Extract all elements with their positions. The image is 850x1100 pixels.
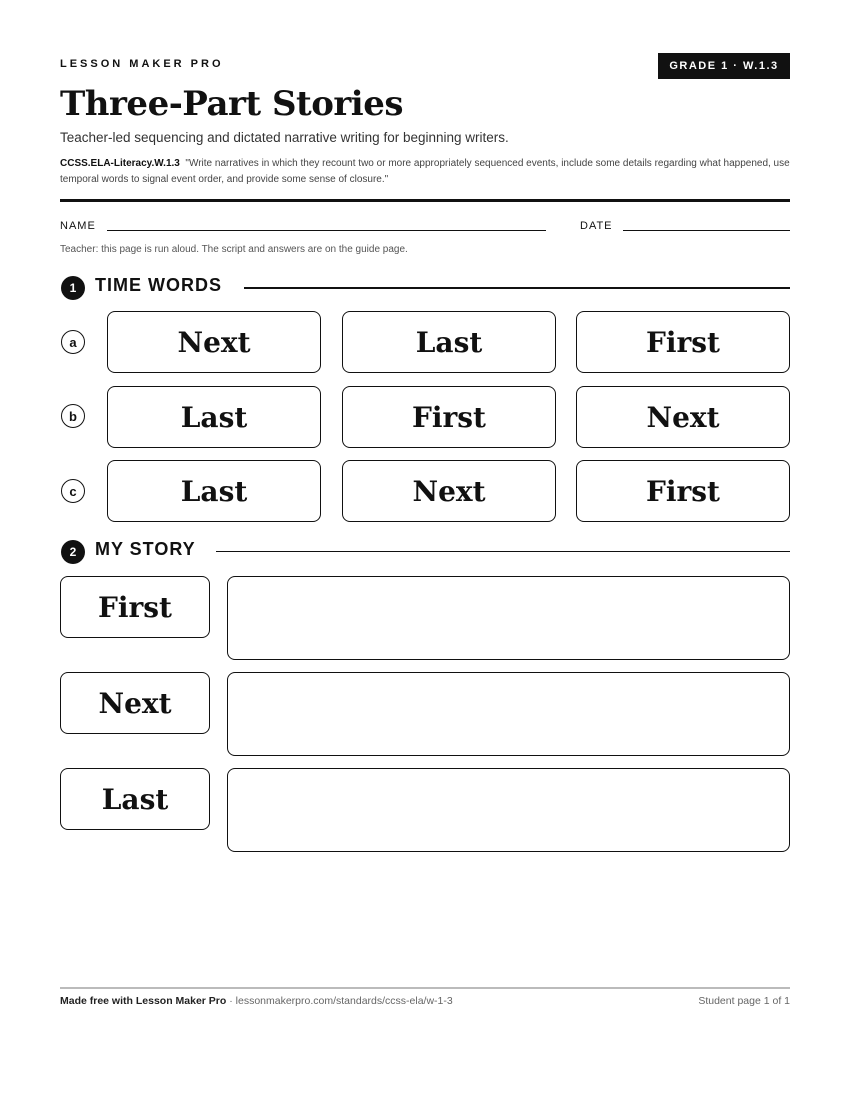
footer-url[interactable]: · lessonmakerpro.com/standards/ccss-ela/w-1-3 [226, 995, 453, 1007]
section-2-title: MY STORY [95, 539, 206, 560]
time-word-card[interactable]: Next [576, 386, 790, 448]
page-title: Three-Part Stories [60, 84, 403, 124]
time-word-card[interactable]: First [342, 386, 556, 448]
teacher-note: Teacher: this page is run aloud. The script and answers are on the guide page. [60, 244, 408, 255]
time-word-card[interactable]: First [576, 460, 790, 522]
header-divider [60, 199, 790, 202]
row-c-letter: c [61, 479, 85, 503]
row-b-letter: b [61, 404, 85, 428]
footer-made-with: Made free with Lesson Maker Pro [60, 995, 227, 1007]
section-1-rule [244, 287, 790, 289]
grade-badge: GRADE 1 · W.1.3 [658, 53, 790, 79]
story-label-first: First [60, 576, 210, 638]
section-2-number: 2 [61, 540, 85, 564]
name-label: NAME [60, 220, 96, 232]
time-word-card[interactable]: Next [342, 460, 556, 522]
time-word-card[interactable]: Last [342, 311, 556, 373]
time-word-card[interactable]: First [576, 311, 790, 373]
section-1-number: 1 [61, 276, 85, 300]
standard-description [60, 156, 795, 188]
story-writing-box-last[interactable] [227, 768, 790, 852]
standard-code: CCSS.ELA-Literacy.W.1.3 [60, 158, 180, 169]
time-word-card[interactable]: Last [107, 386, 321, 448]
name-field[interactable] [107, 230, 546, 231]
footer-credit [60, 995, 453, 1007]
brand-name: LESSON MAKER PRO [60, 58, 224, 70]
time-word-card[interactable]: Next [107, 311, 321, 373]
story-writing-box-next[interactable] [227, 672, 790, 756]
standard-text: "Write narratives in which they recount two or more appropriately sequenced events, include some details regarding what happened, use temporal words to signal event order, and provide some sense of closure." [60, 158, 790, 185]
time-word-card[interactable]: Last [107, 460, 321, 522]
date-field[interactable] [623, 230, 790, 231]
story-writing-box-first[interactable] [227, 576, 790, 660]
section-1-title: TIME WORDS [95, 275, 232, 296]
story-label-last: Last [60, 768, 210, 830]
page-subtitle: Teacher-led sequencing and dictated narrative writing for beginning writers. [60, 130, 509, 145]
story-label-next: Next [60, 672, 210, 734]
footer-divider [60, 987, 790, 989]
date-label: DATE [580, 220, 613, 232]
section-2-rule [216, 551, 790, 552]
row-a-letter: a [61, 330, 85, 354]
footer-page-number: Student page 1 of 1 [698, 995, 790, 1007]
